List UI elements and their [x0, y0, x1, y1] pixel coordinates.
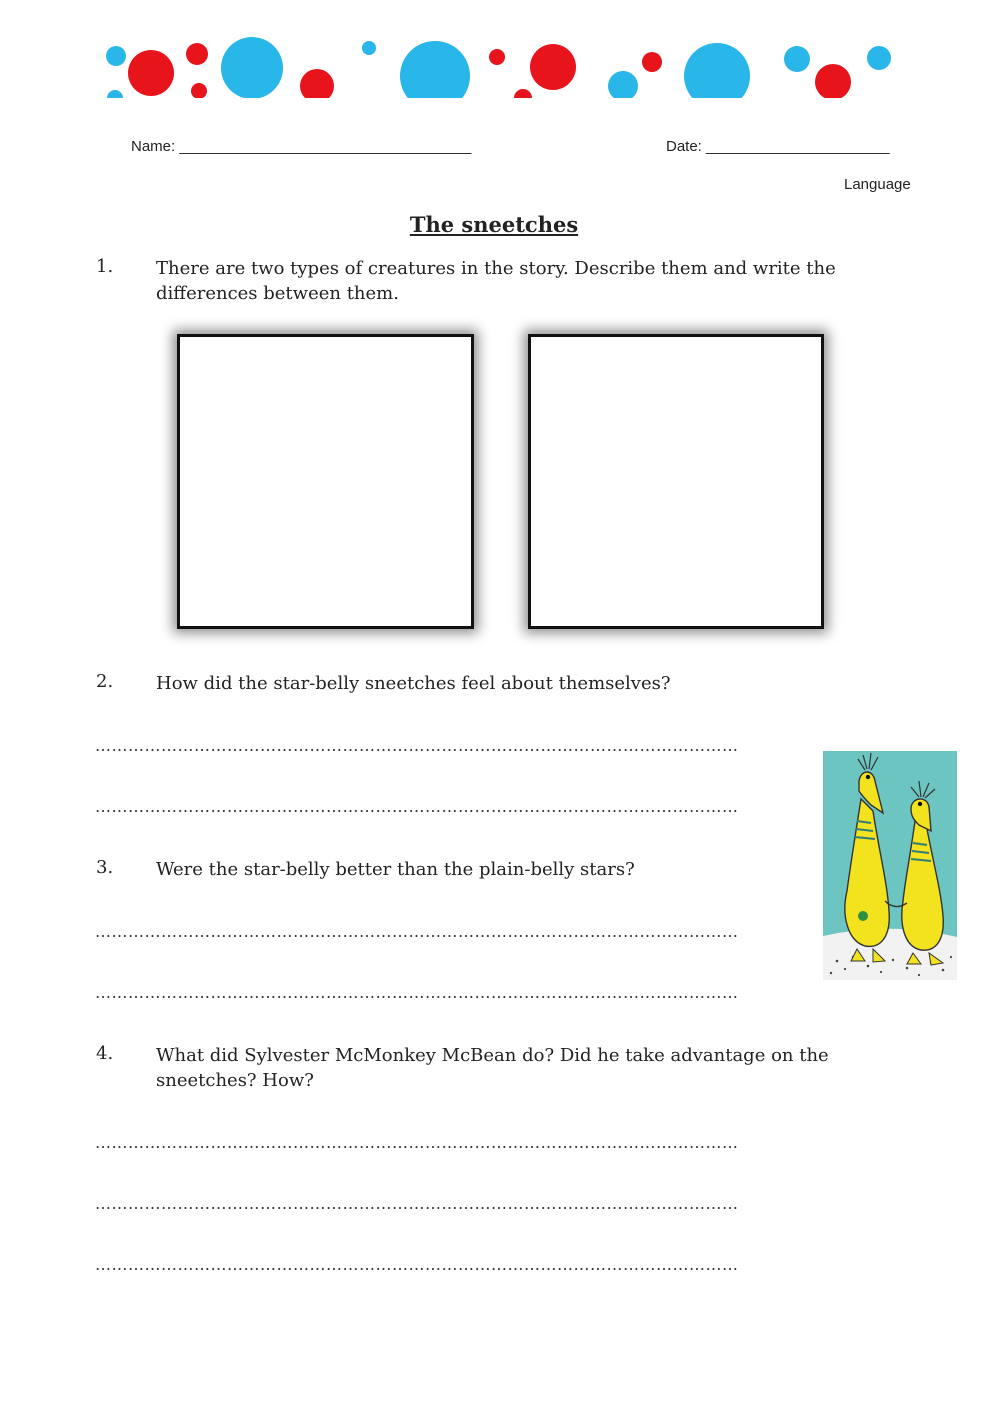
question-2-text: How did the star-belly sneetches feel about themselves?: [156, 673, 671, 694]
blue-dot: [400, 41, 470, 100]
question-1-text: There are two types of creatures in the story. Describe them and write the differences between them.: [156, 258, 836, 304]
name-blank[interactable]: ___________________________________: [179, 138, 472, 155]
red-dot: [514, 89, 532, 100]
question-4-number: 4.: [96, 1043, 114, 1064]
red-dot: [300, 69, 334, 100]
subject-label: Language: [844, 176, 911, 193]
answer-line[interactable]: ………………………………………………………………………………………………………: [95, 983, 739, 1002]
red-dot: [489, 49, 505, 65]
answer-line[interactable]: ………………………………………………………………………………………………………: [95, 922, 739, 941]
drawing-box-right[interactable]: [528, 334, 824, 629]
question-2-number: 2.: [96, 671, 114, 692]
name-label: Name:: [131, 138, 176, 155]
question-4-text: What did Sylvester McMonkey McBean do? Did he take advantage on the sneetches? How?: [156, 1045, 829, 1091]
red-dot: [642, 52, 662, 72]
drawing-box-left[interactable]: [177, 334, 474, 629]
blue-dot: [784, 46, 810, 72]
answer-line[interactable]: ………………………………………………………………………………………………………: [95, 736, 739, 755]
question-1-number: 1.: [96, 256, 114, 277]
blue-dot: [867, 46, 891, 70]
dots-banner: [95, 36, 915, 100]
answer-line[interactable]: ………………………………………………………………………………………………………: [95, 1194, 739, 1213]
red-dot: [191, 83, 207, 99]
date-label: Date:: [666, 138, 702, 155]
name-field[interactable]: [131, 138, 471, 155]
red-dot: [128, 50, 174, 96]
answer-line[interactable]: ………………………………………………………………………………………………………: [95, 797, 739, 816]
answer-line[interactable]: ………………………………………………………………………………………………………: [95, 1255, 739, 1274]
blue-dot: [608, 71, 638, 100]
blue-dot: [684, 43, 750, 100]
question-3-number: 3.: [96, 857, 114, 878]
red-dot: [186, 43, 208, 65]
date-blank[interactable]: ______________________: [706, 138, 890, 155]
worksheet-title: The sneetches: [409, 212, 579, 237]
answer-line[interactable]: ………………………………………………………………………………………………………: [95, 1133, 739, 1152]
date-field[interactable]: [666, 138, 890, 155]
question-3-text: Were the star-belly better than the plain-belly stars?: [156, 859, 635, 880]
red-dot: [815, 64, 851, 100]
sneetches-illustration: [823, 751, 957, 980]
blue-dot: [107, 90, 123, 100]
blue-dot: [221, 37, 283, 99]
blue-dot: [362, 41, 376, 55]
red-dot: [530, 44, 576, 90]
blue-dot: [106, 46, 126, 66]
